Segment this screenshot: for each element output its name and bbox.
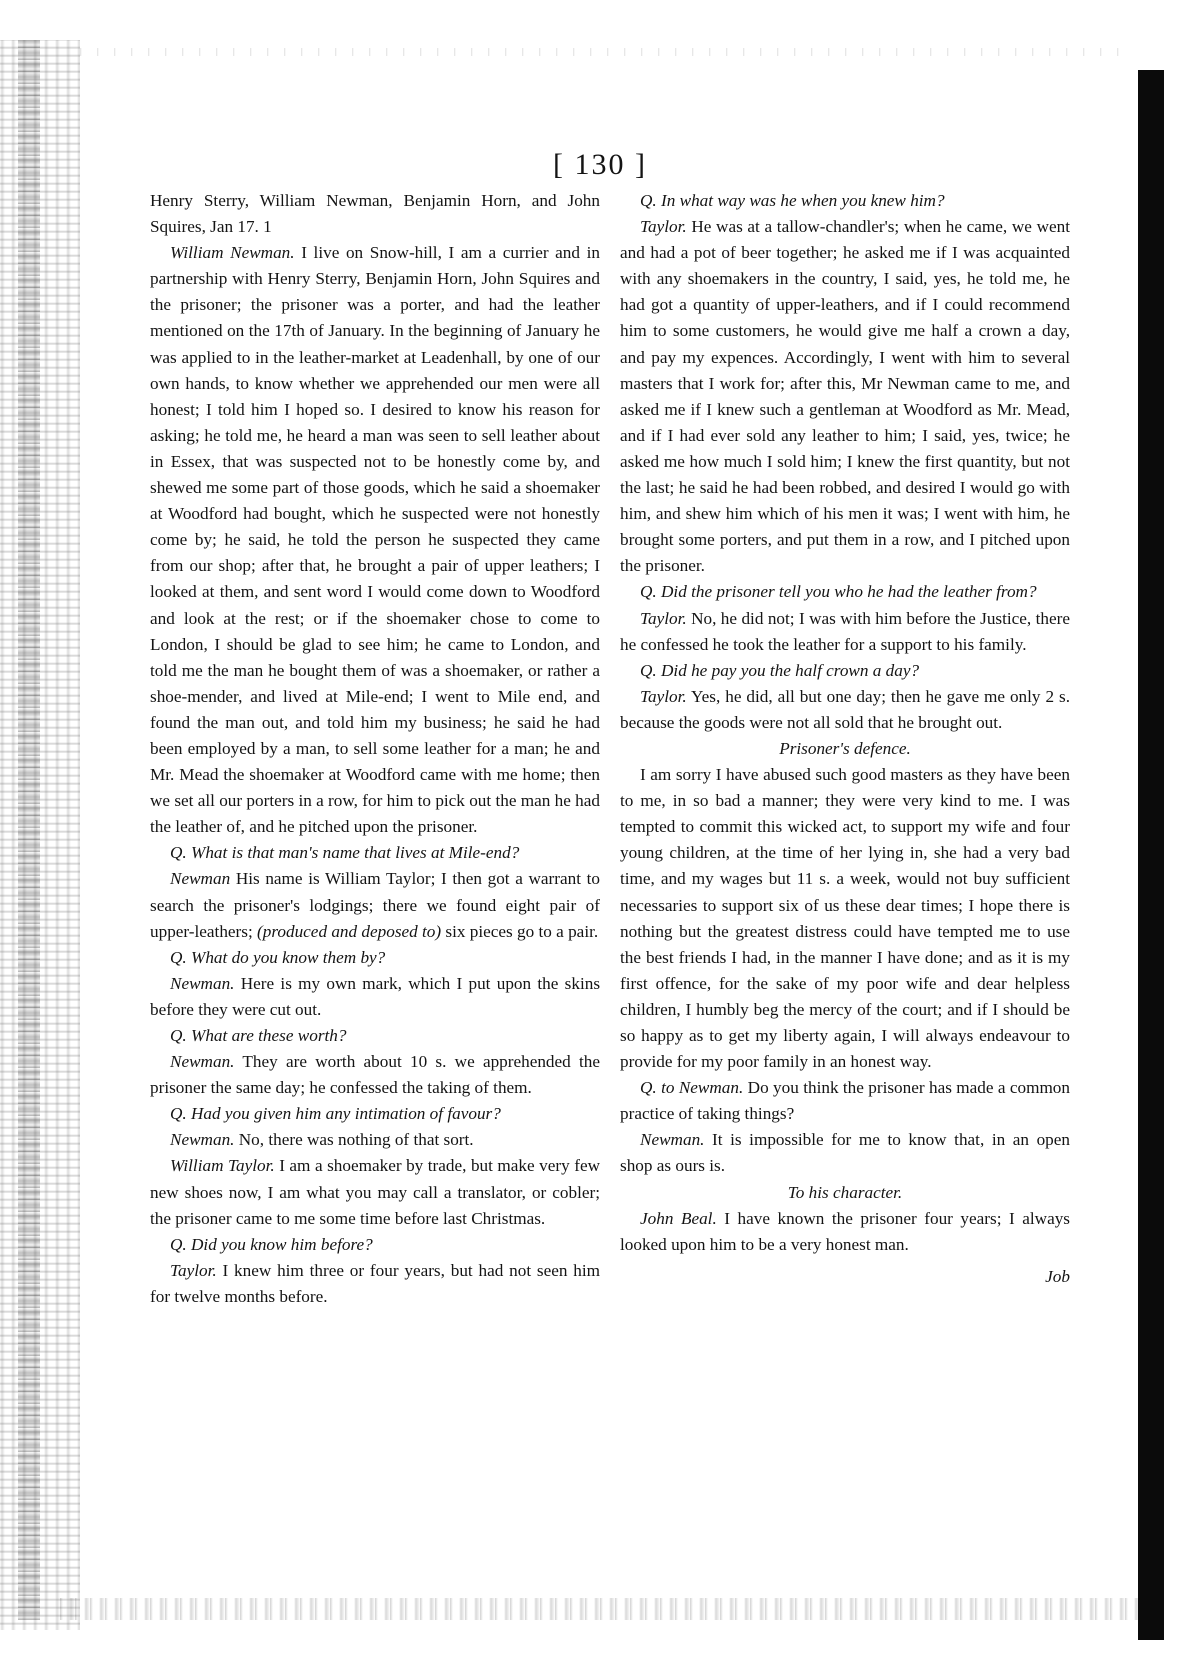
question-prefix: Q. — [640, 1078, 657, 1098]
testimony-paragraph — [150, 1127, 600, 1153]
question-addressee: to Newman. — [661, 1078, 744, 1098]
stage-aside: (produced and deposed to) — [257, 921, 442, 941]
speaker-name: Newman. — [640, 1130, 705, 1150]
question: Q. What do you know them by? — [170, 947, 386, 967]
question: Q. Had you given him any intimation of favour? — [170, 1104, 501, 1124]
testimony-text: Here is my own mark, which I put upon the skins before they were cut out. — [150, 973, 601, 1019]
testimony-paragraph — [150, 1258, 600, 1310]
testimony-text: I have known the prisoner four years; I always looked upon him to be a very honest man. — [620, 1208, 1070, 1254]
question: Q. Did the prisoner tell you who he had the leather from? — [640, 582, 1037, 602]
testimony-text: I am a shoemaker by trade, but make very few new shoes now, I am what you may call a translator, or cobler; the prisoner came to me some time before last Christmas. — [150, 1156, 600, 1228]
testimony-text: No, there was nothing of that sort. — [238, 1130, 474, 1150]
testimony-paragraph — [620, 606, 1070, 658]
page-number: [ 130 ] — [553, 148, 647, 181]
case-title: Henry Sterry, William Newman, Benjamin Horn, and John Squires, Jan 17. 1 — [150, 191, 600, 237]
testimony-paragraph — [620, 1206, 1070, 1258]
speaker-name: Newman. — [170, 1130, 235, 1150]
testimony-paragraph — [620, 1127, 1070, 1179]
speaker-name: Newman — [170, 869, 231, 889]
speaker-name: Newman. — [170, 973, 235, 993]
testimony-text: His name is William Taylor; I then got a warrant to search the prisoner's lodgings; there we found eight pair of upper-leathers; — [150, 869, 600, 941]
speaker-name: Taylor. — [640, 217, 687, 237]
right-column — [620, 188, 1070, 1290]
testimony-text: Yes, he did, all but one day; then he gave me only 2 s. because the goods were not all sold that he brought out. — [620, 686, 1070, 732]
testimony-text: six pieces go to a pair. — [445, 921, 599, 941]
scan-edge-noise-left — [0, 40, 80, 1630]
character-heading: To his character. — [787, 1182, 903, 1202]
testimony-paragraph — [620, 684, 1070, 736]
question-text: Do you think the prisoner has made a common practice of taking things? — [620, 1078, 1070, 1124]
question: Q. Did you know him before? — [170, 1234, 373, 1254]
testimony-text: They are worth about 10 s. we apprehended the prisoner the same day; he confessed the taking of them. — [150, 1052, 600, 1098]
speaker-name: Taylor. — [170, 1260, 217, 1280]
question: Q. What are these worth? — [170, 1026, 347, 1045]
question: Q. In what way was he when you knew him? — [640, 191, 945, 210]
question: Q. What is that man's name that lives at Mile-end? — [170, 843, 520, 863]
testimony-text: I live on Snow-hill, I am a currier and in partnership with Henry Sterry, Benjamin Horn, John Squires and the prisoner; the prisoner was a porter, and had the leather mentioned on the 17th of January. In the beginning of January he was applied to in the leather-market at Leadenhall, by one of our own hands, to know whether we apprehended our men were all honest; I told him I hoped so. I desired to know his reason for asking; he told me, he heard a man was seen to sell leather about in Essex, that was suspected not to be honestly come by, and shewed me some part of those goods, which he said a shoemaker at Woodford had bought, which he suspected were not honestly come by; he said, he told the person he suspected they came from our shop; after that, he brought a pair of upper leathers; I looked at them, and sent word I would come down to Woodford and look at the rest; or if the shoemaker chose to come to London, I should be glad to see him; he came to London, and told me the man he bought them of was a shoemaker, or rather a shoe-mender, and lived at Mile-end; I went to Mile end, and found the man out, and told him my business; he said he had been employed by a man, to sell some leather for a man; he and Mr. Mead the shoemaker at Woodford came with me home; then we set all our porters in a row, for him to pick out the man he had the leather of, and he pitched upon the prisoner. — [150, 243, 600, 837]
speaker-name: Newman. — [170, 1052, 235, 1072]
scan-edge-bar-right — [1138, 70, 1164, 1640]
speaker-name: William Taylor. — [170, 1156, 275, 1176]
speaker-name: Taylor. — [640, 686, 687, 706]
testimony-paragraph — [150, 240, 600, 840]
catchword: Job — [1045, 1266, 1070, 1286]
speaker-name: Taylor. — [640, 608, 687, 628]
testimony-paragraph — [150, 1153, 600, 1231]
question-paragraph — [620, 1075, 1070, 1127]
testimony-text: No, he did not; I was with him before the Justice, there he confessed he took the leather for a support to his family. — [620, 608, 1070, 654]
testimony-text: He was at a tallow-chandler's; when he came, we went and had a pot of beer together; he asked me if I was acquainted with any shoemakers in the country, I said, yes, he told me, he had got a quantity of upper-leathers, and if I could recommend him to some customers, he would give me half a crown a day, and pay my expences. Accordingly, I went with him to several masters that I work for; after this, Mr Newman came to me, and asked me if I knew such a gentleman at Woodford as Mr. Mead, and if I had ever sold any leather to him; I said, yes, twice; he asked me how much I sold him; I knew the first quantity, but not the last; he said he had been robbed, and desired I would go with him, and shew him which of his men it was; I went with him, he brought some porters, and put them in a row, and I pitched upon the prisoner. — [620, 217, 1070, 576]
speaker-name: William Newman. — [170, 243, 295, 263]
scan-edge-noise-top — [80, 48, 1130, 56]
left-column — [150, 188, 600, 1310]
scan-edge-noise-bottom — [60, 1598, 1140, 1620]
testimony-text: I knew him three or four years, but had not seen him for twelve months before. — [150, 1260, 601, 1306]
defence-heading: Prisoner's defence. — [779, 738, 911, 758]
testimony-paragraph — [150, 971, 600, 1023]
defence-paragraph: I am sorry I have abused such good masters as they have been to me, in so bad a manner; they were very kind to me. I was tempted to commit this wicked act, to support my wife and four young children, at the time of her lying in, she had a very bad time, and my wages but 11 s. a week, would not buy sufficient necessaries to support six of us these dear times; I hope there is nothing but the greatest distress could have tempted me to use the best friends I had, in the manner I have done; and as it is my first offence, for the sake of my poor wife and dear helpless children, I humbly beg the mercy of the court; and if I should be so happy as to get my liberty again, I will always endeavour to provide for my poor family in an honest way. — [620, 765, 1070, 1072]
question: Q. Did he pay you the half crown a day? — [640, 660, 920, 680]
testimony-paragraph — [150, 866, 600, 944]
testimony-paragraph — [620, 214, 1070, 579]
speaker-name: John Beal. — [640, 1208, 717, 1228]
scan-binding-shadow — [18, 40, 40, 1620]
testimony-paragraph — [150, 1049, 600, 1101]
testimony-text: It is impossible for me to know that, in an open shop as ours is. — [620, 1130, 1071, 1176]
